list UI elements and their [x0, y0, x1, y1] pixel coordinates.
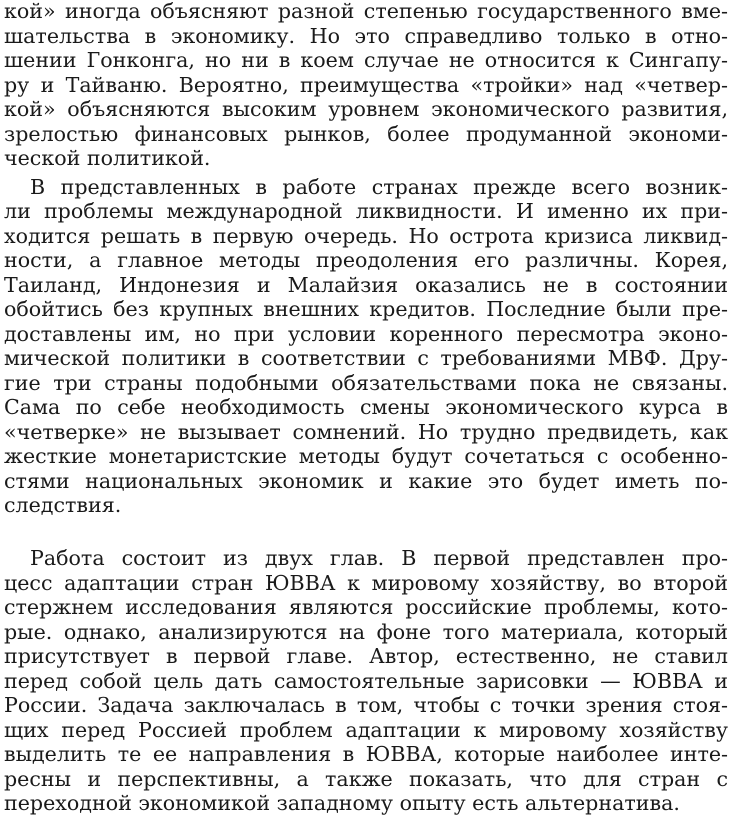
paragraph-1	[4, 0, 728, 171]
text-line: выделить те ее направления в ЮВВА, которые наиболее инте-	[4, 742, 728, 766]
text-line: шательства в экономику. Но это справедливо только в отно-	[4, 23, 728, 48]
text-line: «четверке» не вызывает сомнений. Но трудно предвидеть, как	[4, 419, 728, 444]
text-line: Сама по себе необходимость смены экономического курса в	[4, 395, 728, 419]
text-line: ности, а главное методы преодоления его различны. Корея,	[4, 248, 728, 272]
text-line: обойтись без крупных внешних кредитов. Последние были пре-	[4, 297, 728, 321]
document-page	[4, 0, 728, 815]
text-line: перед собой цель дать самостоятельные зарисовки — ЮВВА и	[4, 668, 728, 693]
text-line: присутствует в первой главе. Автор, естественно, не ставил	[4, 644, 728, 668]
text-line: Работа состоит из двух глав. В первой представлен про-	[30, 546, 728, 570]
text-line: В представленных в работе странах прежде всего возник-	[30, 174, 728, 199]
text-line: стержнем исследования являются российские проблемы, кото-	[4, 595, 728, 619]
text-line: цесс адаптации стран ЮВВА к мировому хозяйству, во второй	[4, 570, 728, 595]
paragraph-2	[4, 175, 728, 543]
text-line: кой» объясняются высоким уровнем экономического развития,	[4, 97, 728, 121]
text-line: ресны и перспективны, а также показать, что для стран с	[4, 766, 728, 791]
text-line: рые. однако, анализируются на фоне того материала, который	[4, 619, 728, 644]
text-line: ру и Тайваню. Вероятно, преимущества «тройки» над «четвер-	[4, 72, 728, 97]
paragraph-3	[4, 546, 728, 816]
text-line: доставлены им, но при условии коренного пересмотра эконо-	[4, 321, 728, 346]
text-line: Таиланд, Индонезия и Малайзия оказались не в состоянии	[4, 272, 728, 297]
text-line: стями национальных экономик и какие это будет иметь по-	[4, 468, 728, 493]
text-line: зрелостью финансовых рынков, более продуманной экономи-	[4, 121, 728, 146]
text-line: жесткие монетаристские методы будут сочетаться с особенно-	[4, 444, 728, 468]
text-line: переходной экономикой западному опыту есть альтернатива.	[4, 791, 680, 815]
text-line: щих перед Россией проблем адаптации к мировому хозяйству	[4, 717, 728, 742]
text-line: ходится решать в первую очередь. Но острота кризиса ликвид-	[4, 223, 728, 248]
text-line: России. Задача заключалась в том, чтобы с точки зрения стоя-	[4, 693, 728, 717]
text-line	[4, 518, 728, 543]
text-line: кой» иногда объясняют разной степенью государственного вме-	[4, 0, 728, 23]
text-line: гие три страны подобными обязательствами пока не связаны.	[4, 370, 728, 395]
text-line: мической политики в соответствии с требованиями МВФ. Дру-	[4, 346, 728, 370]
text-line: ческой политикой.	[4, 146, 211, 170]
text-line: следствия.	[4, 493, 122, 517]
text-line: ли проблемы международной ликвидности. И именно их при-	[4, 199, 728, 223]
text-line: шении Гонконга, но ни в коем случае не относится к Сингапу-	[4, 48, 728, 72]
